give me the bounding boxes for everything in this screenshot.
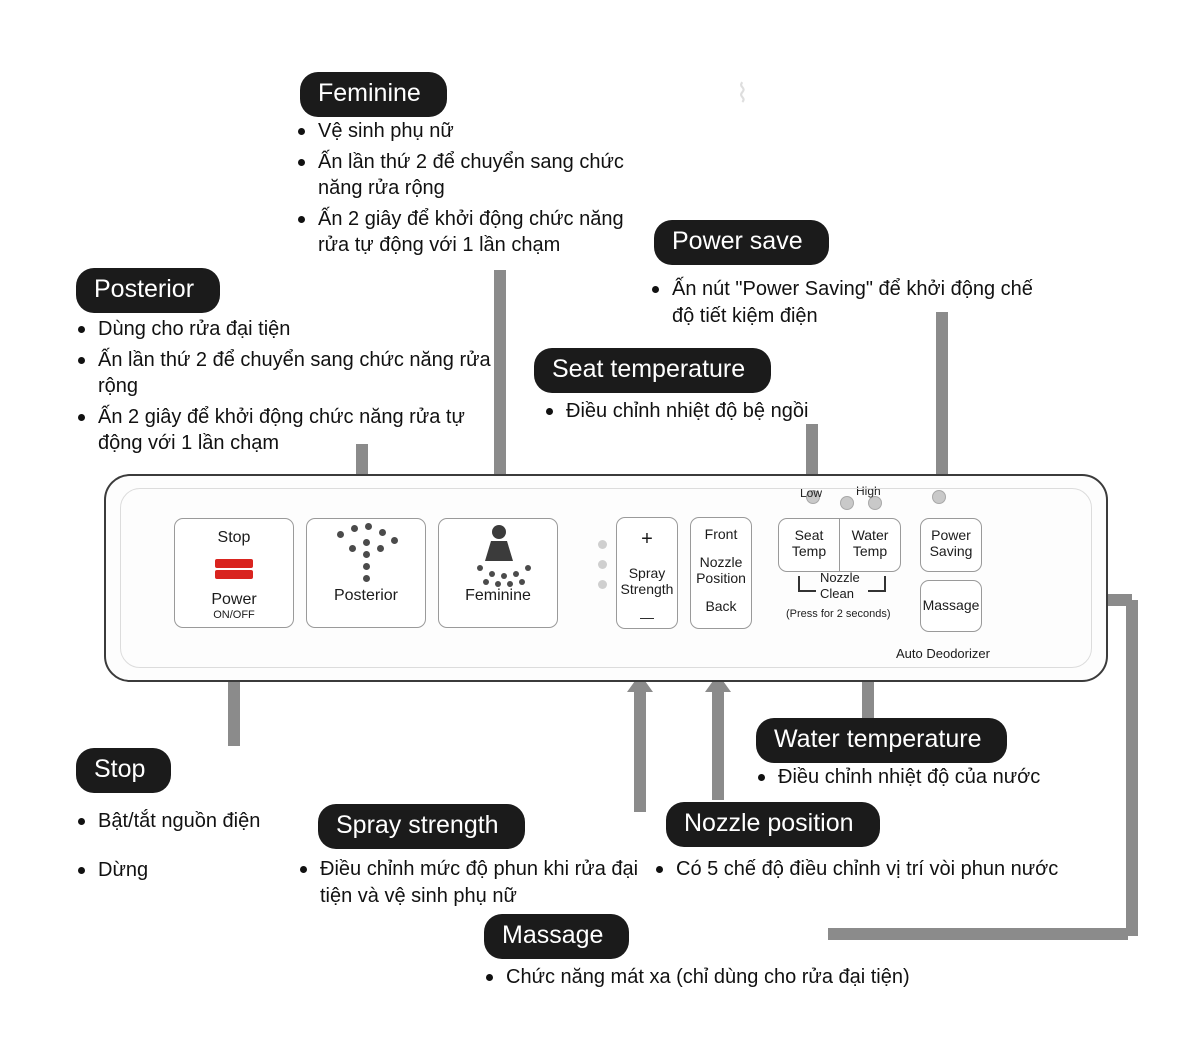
water-temp-line2: Temp [852,543,888,559]
list-item: Ấn lần thứ 2 để chuyển sang chức năng rửa rộng [76,347,506,400]
power-onoff-label: ON/OFF [213,609,255,621]
stop-power-button[interactable] [174,518,294,628]
callout-body-water-temperature [756,764,1156,795]
callout-title-spray-strength: Spray strength [318,804,525,849]
posterior-spray-icon [307,519,425,587]
callout-title-posterior: Posterior [76,268,220,313]
list-item: Có 5 chế độ điều chỉnh vị trí vòi phun nước [654,856,1104,883]
nozzle-front-label: Front [704,526,738,542]
list-item: Vệ sinh phụ nữ [296,118,656,145]
feminine-button-label: Feminine [465,587,531,604]
led-indicator-3 [868,496,882,510]
nozzle-clean-note: (Press for 2 seconds) [786,608,891,620]
callout-body-feminine [296,118,656,263]
arrow-spray-strength [634,690,646,812]
stop-icon-bar-2 [215,570,253,579]
arrow-feminine [494,270,506,488]
water-temp-button[interactable] [839,518,901,572]
spray-label-line2: Strength [620,581,674,597]
list-item: Dùng cho rửa đại tiện [76,316,506,343]
posterior-button-label: Posterior [333,587,399,604]
nozzle-position-button[interactable] [690,517,752,629]
callout-body-massage [484,964,984,995]
callout-title-stop: Stop [76,748,171,793]
callout-body-power-save [650,276,1050,333]
spray-minus-label: — [640,609,654,625]
low-indicator-label: Low [800,486,823,500]
callout-title-power-save: Power save [654,220,829,265]
arrow-power-save [936,312,948,480]
power-saving-line1: Power [931,527,971,543]
seat-temp-line2: Temp [791,543,827,559]
nozzle-clean-bracket-right [868,576,886,592]
arrow-massage-vertical [1126,600,1138,936]
massage-button-label: Massage [922,597,980,613]
water-temp-line1: Water [851,527,889,543]
nozzle-clean-bracket-left [798,576,816,592]
list-item: Điều chỉnh nhiệt độ của nước [756,764,1156,791]
remote-control-panel [104,474,1108,682]
level-dot-1 [598,540,607,549]
stop-icon-bar-1 [215,559,253,568]
callout-body-posterior [76,316,506,461]
decorative-mark: ⌇ [736,78,749,108]
list-item: Chức năng mát xa (chỉ dùng cho rửa đại tiện) [484,964,984,991]
power-saving-button[interactable] [920,518,982,572]
callout-title-water-temperature: Water temperature [756,718,1007,763]
feminine-button[interactable] [438,518,558,628]
spray-label-line1: Spray [628,565,666,581]
nozzle-label-line1: Nozzle [699,554,743,570]
feminine-icon [439,519,557,587]
spray-strength-button[interactable] [616,517,678,629]
callout-body-stop [76,808,326,887]
high-indicator-label: High [856,484,881,498]
led-indicator-2 [840,496,854,510]
power-label: Power [211,591,257,608]
led-indicator-4 [932,490,946,504]
auto-deodorizer-label: Auto Deodorizer [896,646,990,661]
callout-title-massage: Massage [484,914,629,959]
callout-body-nozzle-position [654,856,1104,887]
spray-plus-label: + [641,528,653,550]
seat-temp-button[interactable] [778,518,840,572]
nozzle-clean-line1: Nozzle [820,570,860,585]
list-item: Dừng [76,857,326,884]
nozzle-clean-line2: Clean [820,586,854,601]
callout-title-nozzle-position: Nozzle position [666,802,880,847]
arrow-massage-horizontal [828,928,1128,940]
seat-temp-line1: Seat [794,527,824,543]
arrow-nozzle-position [712,690,724,800]
callout-title-feminine: Feminine [300,72,447,117]
callout-body-seat-temperature [544,398,904,429]
list-item: Điều chỉnh mức độ phun khi rửa đại tiện và vệ sinh phụ nữ [298,856,658,909]
power-saving-line2: Saving [929,543,973,559]
posterior-button[interactable] [306,518,426,628]
list-item: Bật/tắt nguồn điện [76,808,326,835]
nozzle-label-line2: Position [696,570,746,586]
callout-body-spray-strength [298,856,658,913]
list-item: Điều chỉnh nhiệt độ bệ ngồi [544,398,904,425]
stop-button-top-label: Stop [217,529,251,546]
massage-button[interactable] [920,580,982,632]
callout-title-seat-temperature: Seat temperature [534,348,771,393]
list-item: Ấn lần thứ 2 để chuyển sang chức năng rửa rộng [296,149,656,202]
level-dot-2 [598,560,607,569]
list-item: Ấn nút "Power Saving" để khởi động chế độ tiết kiệm điện [650,276,1050,329]
list-item: Ấn 2 giây để khởi động chức năng rửa tự động với 1 lần chạm [296,206,656,259]
list-item: Ấn 2 giây để khởi động chức năng rửa tự động với 1 lần chạm [76,404,506,457]
nozzle-back-label: Back [705,598,737,614]
feminine-figure-icon [439,519,559,587]
level-dot-3 [598,580,607,589]
